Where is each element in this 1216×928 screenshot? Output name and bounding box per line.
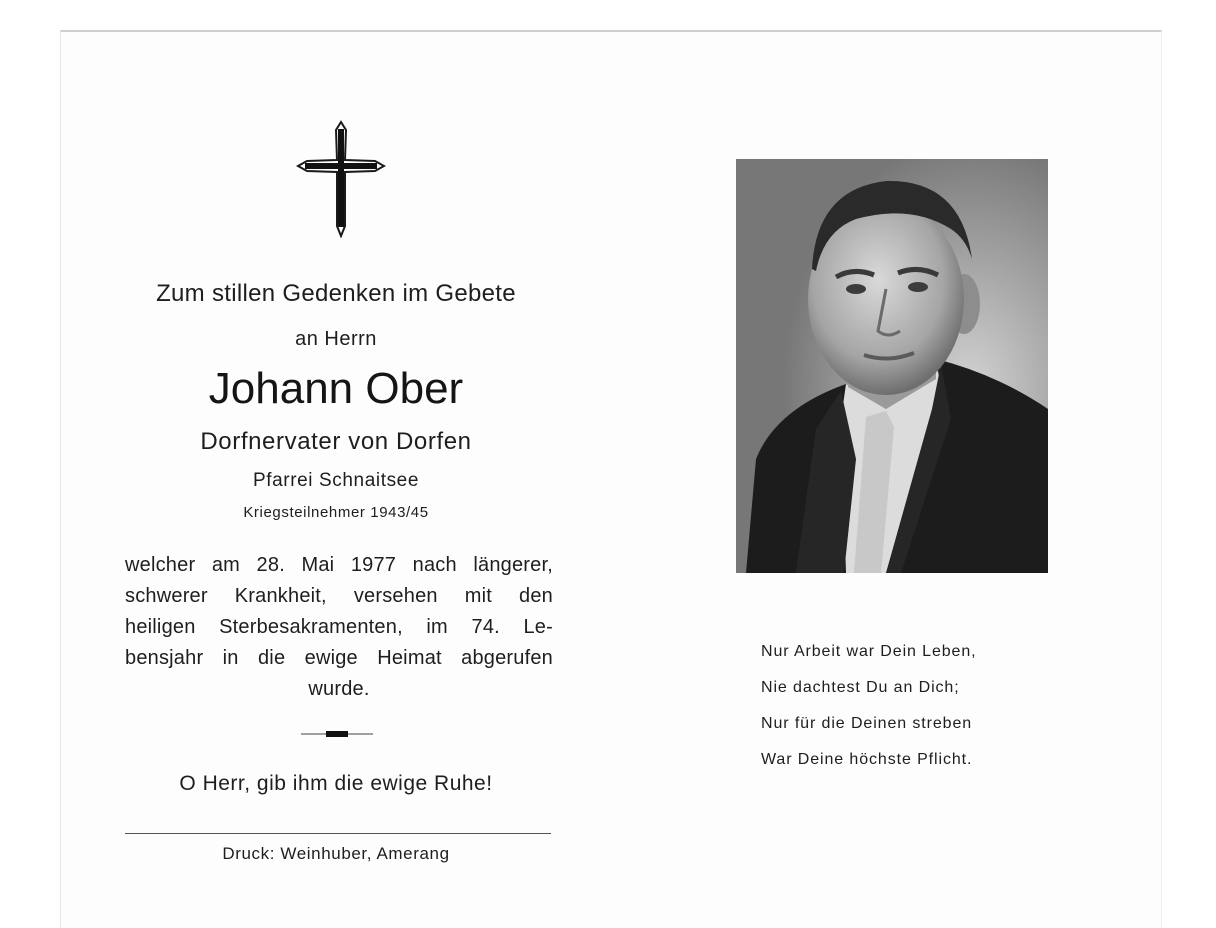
- obituary-line: bensjahr in die ewige Heimat abgerufen: [125, 647, 553, 669]
- veteran-note: Kriegsteilnehmer 1943/45: [243, 504, 429, 521]
- parish: Pfarrei Schnaitsee: [252, 470, 420, 491]
- portrait-image: [736, 159, 1048, 573]
- name-prefix: an Herrn: [295, 328, 377, 350]
- printer-credit: Druck: Weinhuber, Amerang: [222, 844, 450, 863]
- dash-ornament-icon: [301, 726, 373, 742]
- deceased-title: Dorfnervater von Dorfen: [200, 428, 472, 455]
- card-heading: Zum stillen Gedenken im Gebete: [156, 280, 516, 307]
- poem-line: Nur Arbeit war Dein Leben,: [761, 643, 977, 660]
- poem-line: Nie dachtest Du an Dich;: [761, 679, 960, 696]
- obituary-line: heiligen Sterbesakramenten, im 74. Le-: [125, 616, 553, 638]
- obituary-line: schwerer Krankheit, versehen mit den: [125, 585, 553, 607]
- divider-line: [125, 833, 551, 834]
- obituary-line: wurde.: [308, 678, 370, 700]
- memorial-card: [60, 30, 1162, 928]
- poem: [761, 634, 1081, 778]
- portrait-photo: [736, 159, 1048, 573]
- prayer: O Herr, gib ihm die ewige Ruhe!: [179, 772, 493, 795]
- cross-icon: [295, 120, 387, 238]
- obituary-text: [125, 550, 553, 705]
- obituary-line: welcher am 28. Mai 1977 nach längerer,: [125, 554, 553, 576]
- deceased-name: Johann Ober: [208, 364, 464, 413]
- poem-line: War Deine höchste Pflicht.: [761, 751, 973, 768]
- poem-line: Nur für die Deinen streben: [761, 715, 973, 732]
